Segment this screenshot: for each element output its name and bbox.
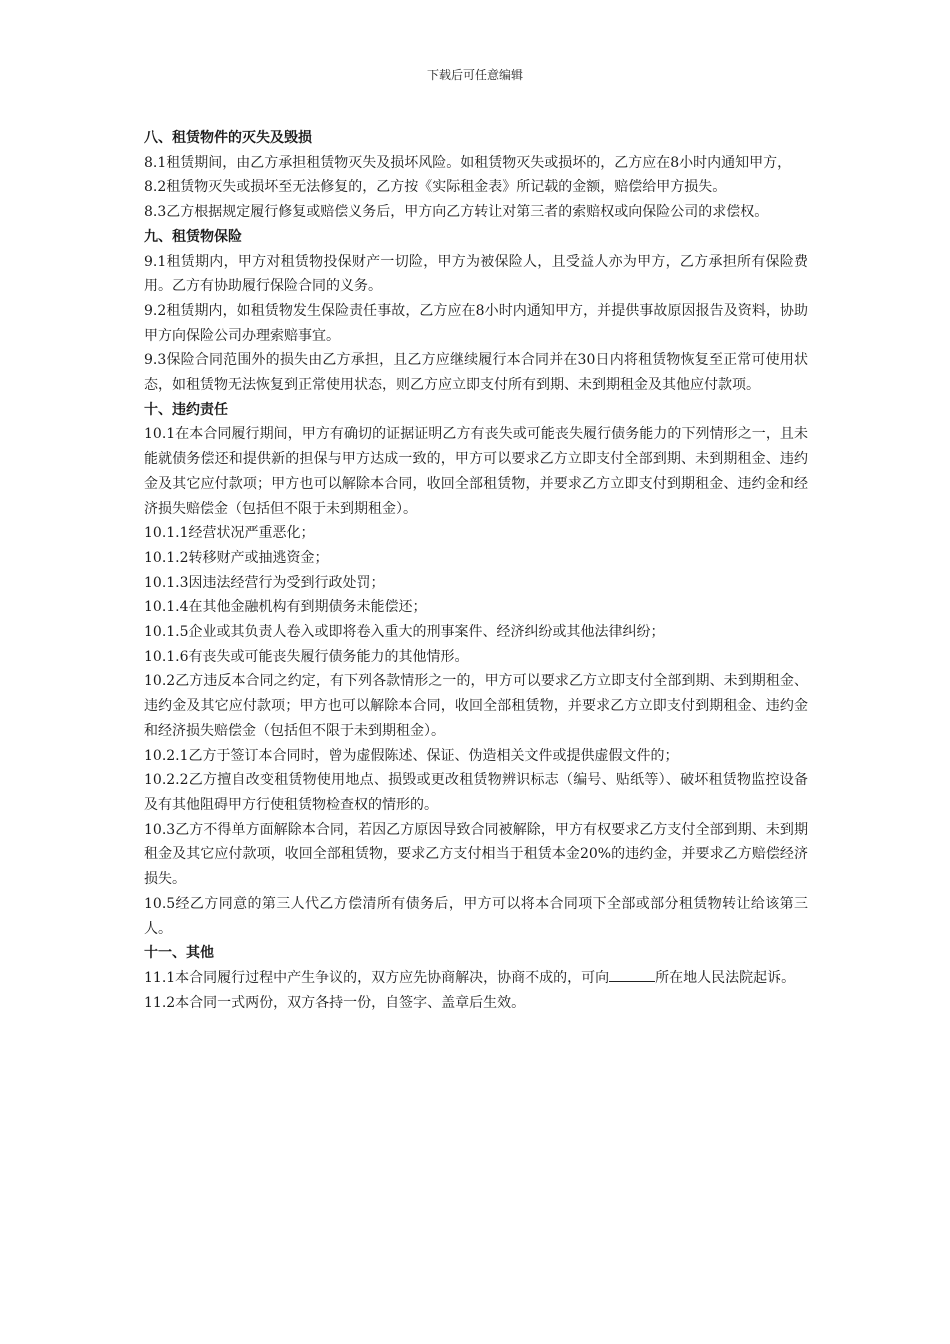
- paragraph: 9.1租赁期内，甲方对租赁物投保财产一切险，甲方为被保险人，且受益人亦为甲方，乙方承担所有保险费用。乙方有协助履行保险合同的义务。: [144, 253, 808, 295]
- paragraph: 11.2本合同一式两份，双方各持一份，自签字、盖章后生效。: [144, 994, 526, 1011]
- paragraph: 8.3乙方根据规定履行修复或赔偿义务后，甲方向乙方转让对第三者的索赔权或向保险公司的求偿权。: [144, 204, 769, 221]
- paragraph-text: 11.1本合同履行过程中产生争议的，双方应先协商解决，协商不成的，可向: [144, 969, 610, 986]
- fill-in-blank: [609, 967, 655, 982]
- paragraph: 8.1租赁期间，由乙方承担租赁物灭失及损坏风险。如租赁物灭失或损坏的，乙方应在8小时内通知甲方，: [144, 154, 792, 171]
- paragraph: 10.3乙方不得单方面解除本合同，若因乙方原因导致合同被解除，甲方有权要求乙方支付全部到期、未到期租金及其它应付款项，收回全部租赁物，要求乙方支付相当于租赁本金20%的违约金，并要求乙方赔偿经济损失。: [144, 821, 808, 888]
- page-header: 下载后可任意编辑: [426, 68, 523, 82]
- paragraph: 8.2租赁物灭失或损坏至无法修复的，乙方按《实际租金表》所记载的金额，赔偿给甲方损失。: [144, 179, 727, 196]
- paragraph-with-blank: [144, 966, 808, 991]
- document-body: [144, 126, 808, 1015]
- paragraph: 10.2.2乙方擅自改变租赁物使用地点、损毁或更改租赁物辨识标志（编号、贴纸等）、破坏租赁物监控设备及有其他阻碍甲方行使租赁物检查权的情形的。: [144, 772, 808, 813]
- section-heading: 十一、其他: [144, 945, 214, 962]
- paragraph: 10.1.1经营状况严重恶化；: [144, 525, 315, 542]
- paragraph: 10.1.3因违法经营行为受到行政处罚；: [144, 574, 385, 591]
- paragraph: 9.3保险合同范围外的损失由乙方承担，且乙方应继续履行本合同并在30日内将租赁物恢复至正常可使用状态，如租赁物无法恢复到正常使用状态，则乙方应立即支付所有到期、未到期租金及其他应付款项。: [144, 352, 808, 394]
- paragraph: 10.2.1乙方于签订本合同时，曾为虚假陈述、保证、伪造相关文件或提供虚假文件的；: [144, 747, 679, 764]
- paragraph: 10.1.6有丧失或可能丧失履行债务能力的其他情形。: [144, 648, 469, 665]
- paragraph: 10.1在本合同履行期间，甲方有确切的证据证明乙方有丧失或可能丧失履行债务能力的下列情形之一，且未能就债务偿还和提供新的担保与甲方达成一致的，甲方可以要求乙方立即支付全部到期、未到期租金、违约金及其它应付款项；甲方也可以解除本合同，收回全部租赁物，并要求乙方立即支付到期租金、违约金和经济损失赔偿金（包括但不限于未到期租金）。: [144, 426, 808, 517]
- section-heading: 八、租赁物件的灭失及毁损: [144, 130, 312, 146]
- section-heading: 十、违约责任: [144, 401, 228, 418]
- section-heading: 九、租赁物保险: [144, 228, 242, 245]
- paragraph: 10.1.2转移财产或抽逃资金；: [144, 549, 329, 566]
- paragraph: 10.1.5企业或其负责人卷入或即将卷入重大的刑事案件、经济纠纷或其他法律纠纷；: [144, 624, 665, 641]
- paragraph: 9.2租赁期内，如租赁物发生保险责任事故，乙方应在8小时内通知甲方，并提供事故原因报告及资料，协助甲方向保险公司办理索赔事宜。: [144, 302, 808, 344]
- paragraph: 10.5经乙方同意的第三人代乙方偿清所有债务后，甲方可以将本合同项下全部或部分租赁物转让给该第三人。: [144, 895, 808, 937]
- paragraph-text: 所在地人民法院起诉。: [655, 969, 796, 986]
- paragraph: 10.1.4在其他金融机构有到期债务未能偿还；: [144, 599, 427, 616]
- paragraph: 10.2乙方违反本合同之约定，有下列各款情形之一的，甲方可以要求乙方立即支付全部到期、未到期租金、违约金及其它应付款项；甲方也可以解除本合同，收回全部租赁物，并要求乙方立即支付到期租金、违约金和经济损失赔偿金（包括但不限于未到期租金）。: [144, 673, 808, 739]
